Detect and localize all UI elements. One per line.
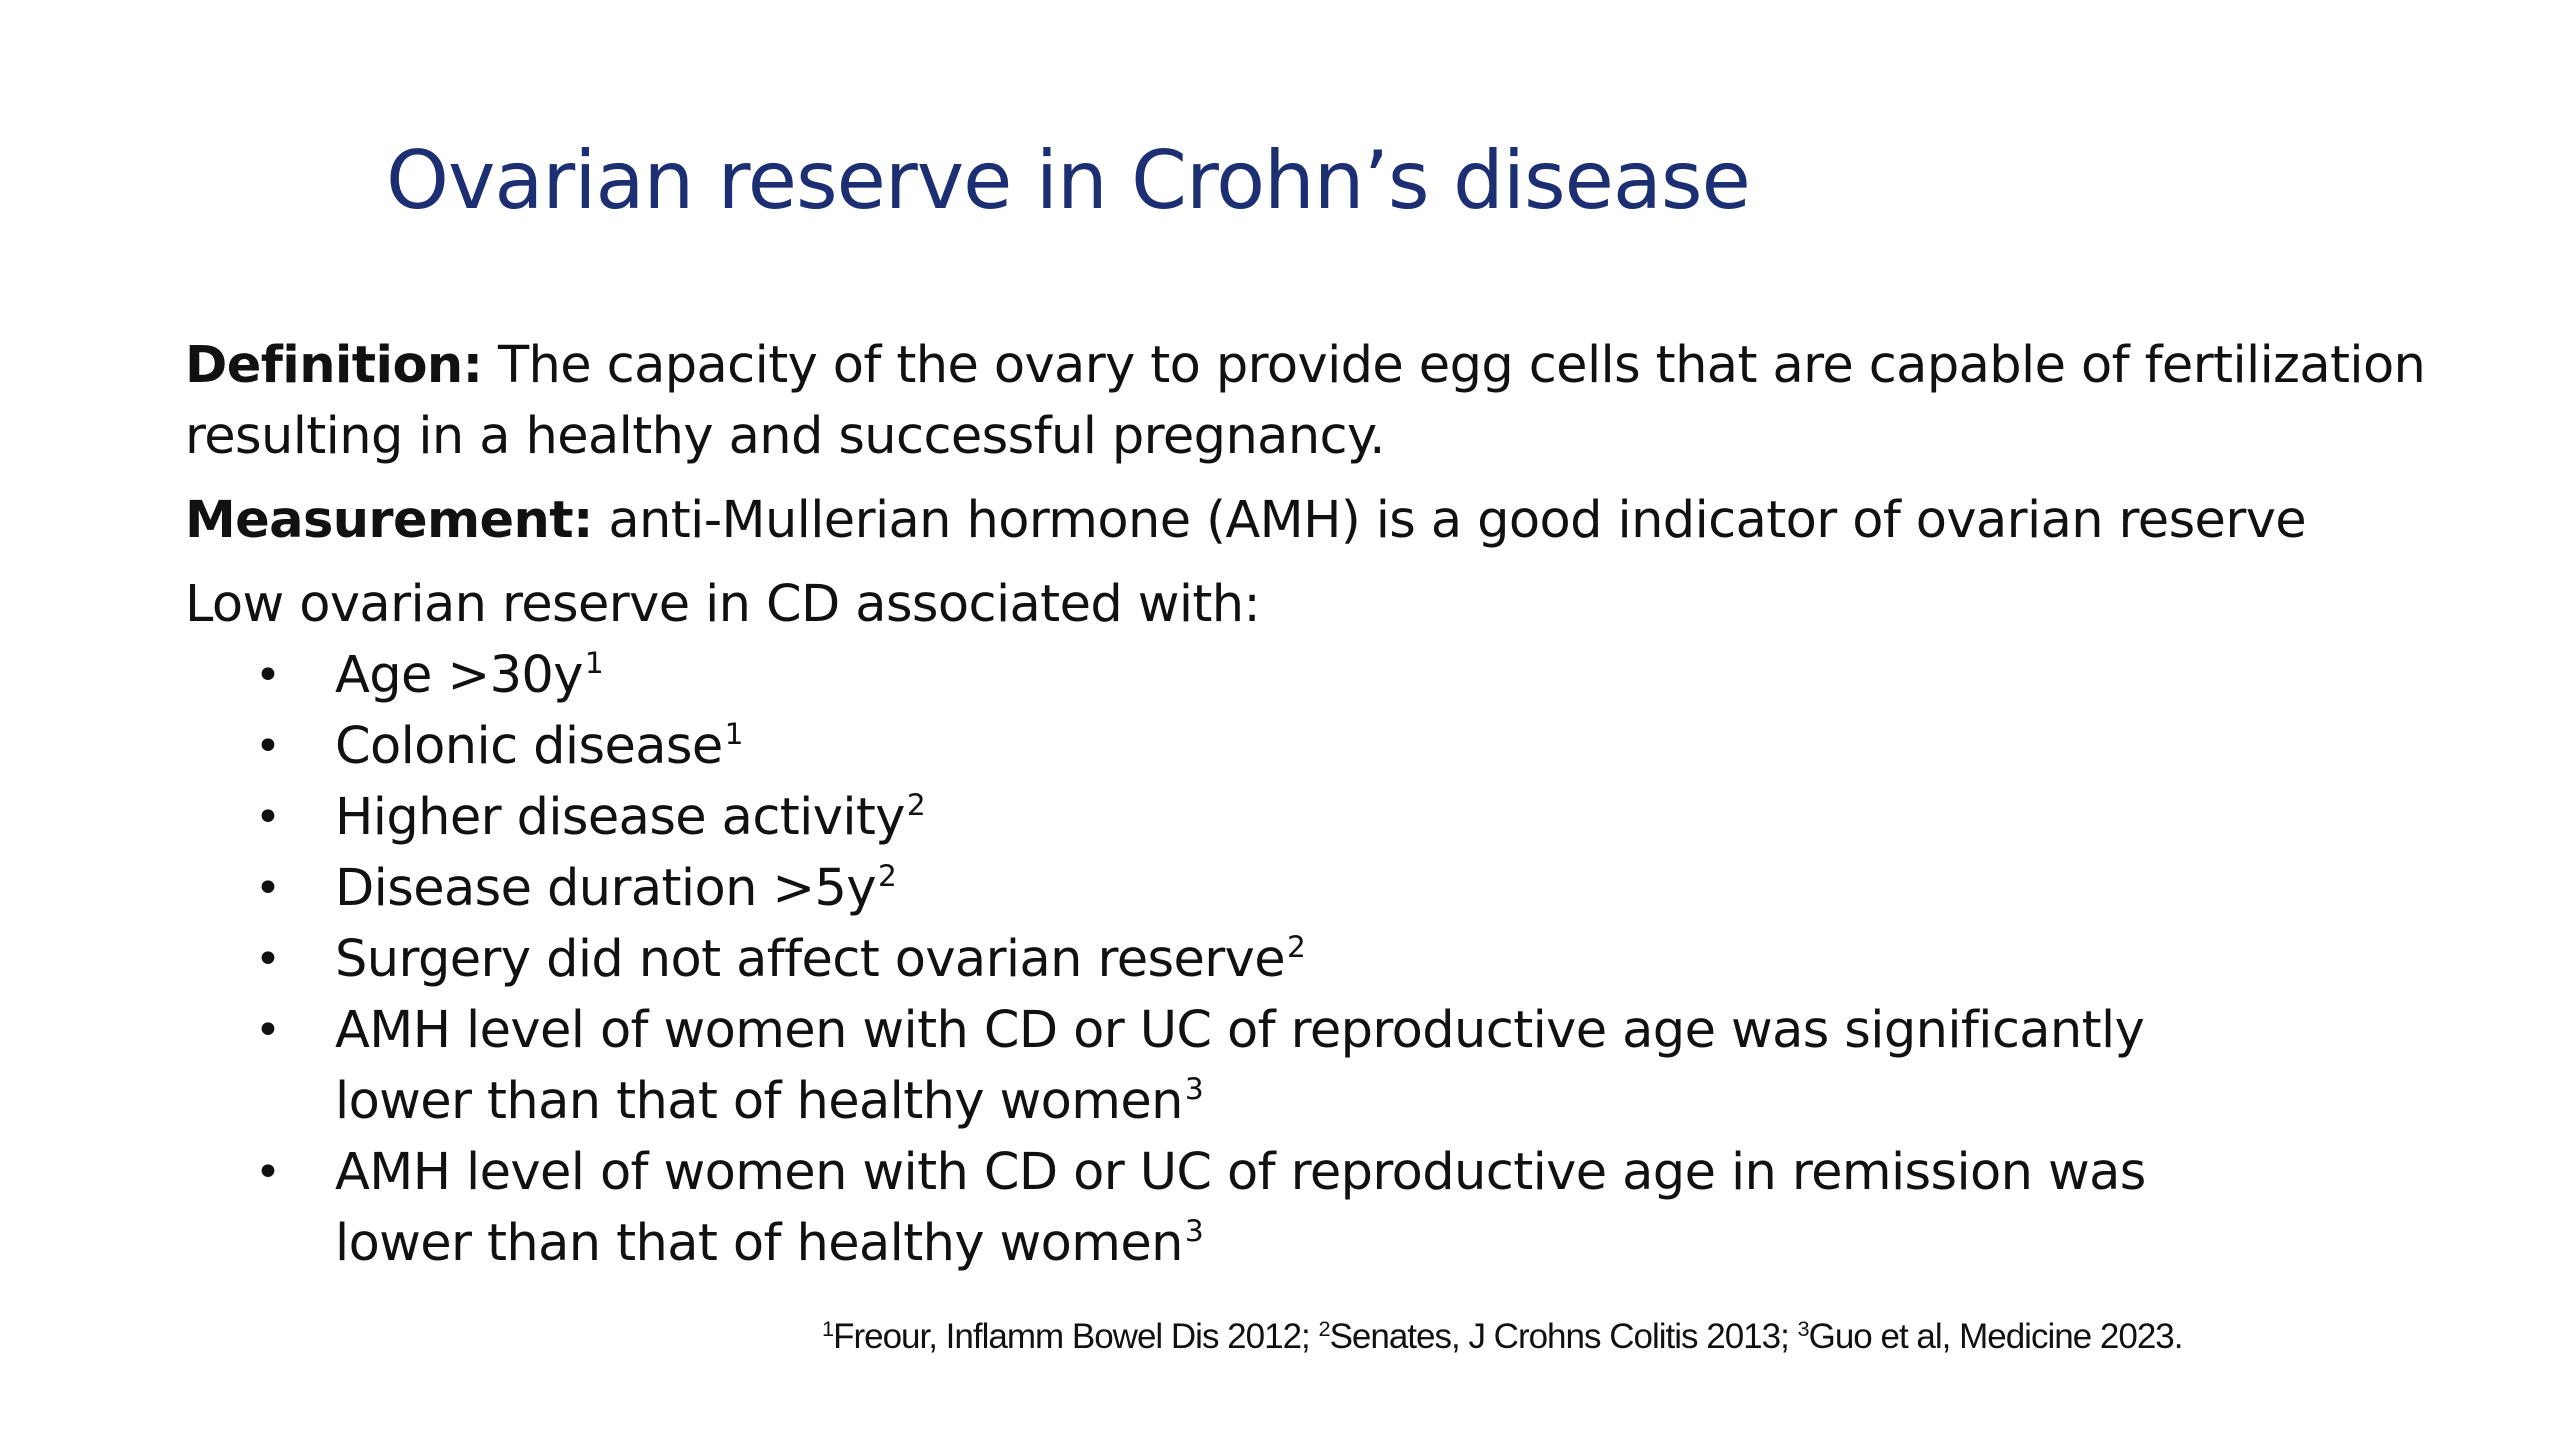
reference-text: Guo et al, Medicine 2023. (1808, 1317, 2183, 1356)
bullet-text: Age >30y (335, 646, 583, 705)
bullet-list (185, 640, 2485, 1279)
reference-number: 1 (822, 1316, 834, 1342)
definition-text: The capacity of the ovary to provide egg cells that are capable of fertilization resulting in a healthy and successful pregnancy. (185, 336, 2426, 466)
bullet-citation: 1 (584, 645, 604, 680)
bullet-text: Colonic disease (335, 717, 723, 776)
slide-title: Ovarian reserve in Crohn’s disease (386, 134, 1750, 227)
bullet-item (185, 640, 2335, 711)
bullet-text: AMH level of women with CD or UC of reproductive age in remission was lower than that of healthy women (335, 1143, 2146, 1273)
bullet-citation: 3 (1184, 1071, 1204, 1106)
bullet-dot-icon: • (255, 934, 281, 985)
bullet-citation: 2 (906, 787, 926, 822)
bullet-item (185, 853, 2335, 924)
bullet-item (185, 924, 2335, 995)
bullet-citation: 3 (1184, 1213, 1204, 1248)
bullet-dot-icon: • (255, 721, 281, 772)
bullet-text: Higher disease activity (335, 788, 905, 847)
bullet-item (185, 995, 2285, 1137)
measurement-label: Measurement: (185, 491, 593, 550)
reference-number: 3 (1797, 1316, 1809, 1342)
bullet-citation: 1 (724, 716, 743, 751)
bullet-dot-icon: • (255, 863, 281, 914)
bullet-item (185, 782, 2335, 853)
bullet-dot-icon: • (255, 1147, 281, 1198)
reference-number: 2 (1318, 1316, 1330, 1342)
bullet-dot-icon: • (255, 1005, 281, 1056)
measurement-paragraph (185, 485, 2485, 556)
bullet-dot-icon: • (255, 792, 281, 843)
intro-paragraph: Low ovarian reserve in CD associated with: (185, 575, 1261, 634)
reference-text: Senates, J Crohns Colitis 2013; (1329, 1317, 1798, 1356)
bullet-item (185, 711, 2335, 782)
slide-body (185, 330, 2485, 1279)
bullet-citation: 2 (1287, 929, 1306, 964)
reference-text: Freour, Inflamm Bowel Dis 2012; (833, 1317, 1319, 1356)
definition-paragraph (185, 330, 2485, 472)
bullet-citation: 2 (877, 858, 897, 893)
bullet-item (185, 1137, 2285, 1279)
measurement-text: anti-Mullerian hormone (AMH) is a good indicator of ovarian reserve (592, 491, 2307, 550)
references (822, 1316, 2222, 1357)
bullet-dot-icon: • (255, 650, 281, 701)
bullet-text: Surgery did not affect ovarian reserve (335, 930, 1285, 989)
bullet-text: AMH level of women with CD or UC of reproductive age was significantly lower than that of healthy women (335, 1001, 2145, 1131)
definition-label: Definition: (185, 336, 483, 395)
bullet-text: Disease duration >5y (335, 859, 876, 918)
